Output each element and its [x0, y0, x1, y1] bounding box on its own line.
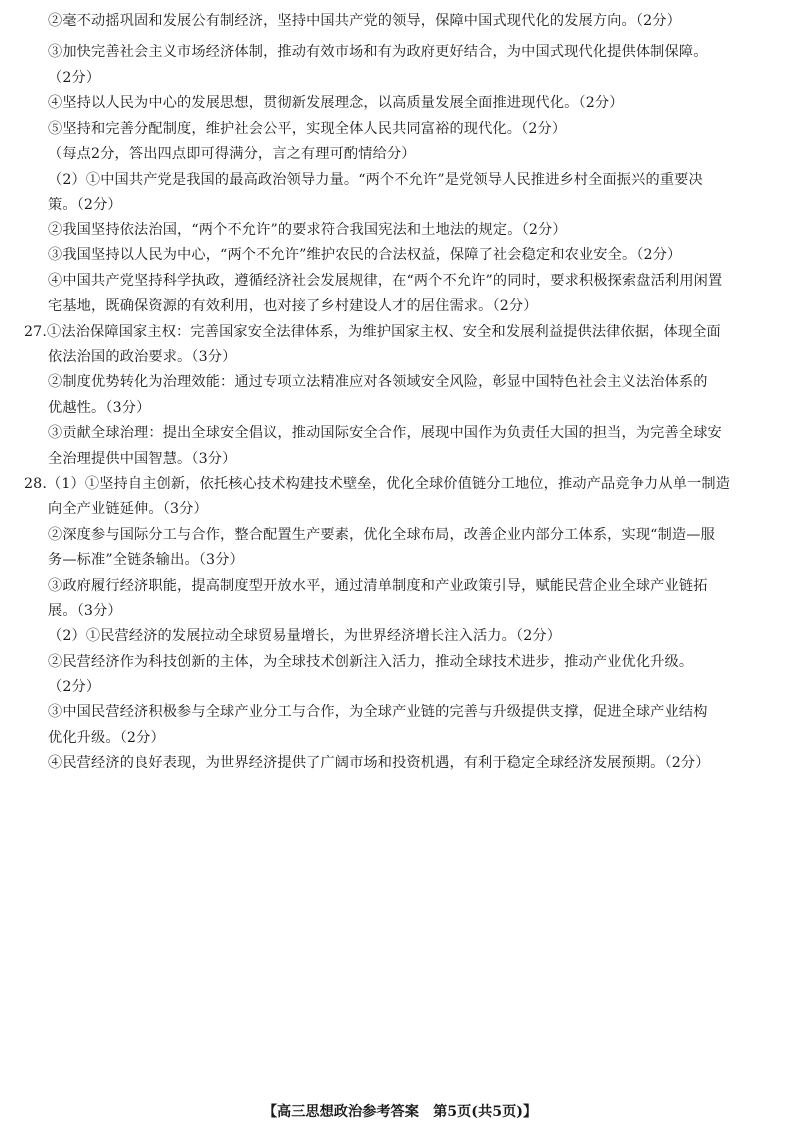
text-line: ③加快完善社会主义市场经济体制，推动有效市场和有为政府更好结合，为中国式现代化提供体制保障。	[48, 44, 708, 60]
page-footer: 【高三思想政治参考答案 第5页(共5页)】	[262, 1104, 538, 1120]
text-line: （2分）	[48, 70, 101, 86]
text-line: 优越性。（3分）	[48, 400, 151, 416]
text-line: ②制度优势转化为治理效能：通过专项立法精准应对各领域安全风险，彰显中国特色社会主义法治体系的	[48, 374, 708, 390]
text-line: （每点2分，答出四点即可得满分，言之有理可酌情给分）	[48, 146, 416, 162]
text-line: （2）①民营经济的发展拉动全球贸易量增长，为世界经济增长注入活力。（2分）	[48, 628, 562, 644]
text-line: ④中国共产党坚持科学执政，遵循经济社会发展规律，在“两个不允许”的同时，要求积极探索盘活利用闲置	[48, 273, 723, 289]
text-line: 28.（1）①坚持自主创新，依托核心技术构建技术壁垒，优化全球价值链分工地位，推动产品竞争力从单一制造	[24, 476, 731, 492]
text-line: ③政府履行经济职能，提高制度型开放水平，通过清单制度和产业政策引导，赋能民营企业全球产业链拓	[48, 578, 708, 594]
text-line: 展。（3分）	[48, 603, 122, 619]
text-line: ②民营经济作为科技创新的主体，为全球技术创新注入活力，推动全球技术进步，推动产业优化升级。	[48, 654, 694, 670]
text-line: 宅基地，既确保资源的有效利用，也对接了乡村建设人才的居住需求。（2分）	[48, 298, 538, 314]
text-line: 向全产业链延伸。（3分）	[48, 501, 208, 517]
text-line: ③我国坚持以人民为中心，“两个不允许”维护农民的合法权益，保障了社会稳定和农业安全。（2分）	[48, 247, 682, 263]
text-line: ②毫不动摇巩固和发展公有制经济，坚持中国共产党的领导，保障中国式现代化的发展方向。（2分）	[48, 13, 681, 29]
text-line: ④坚持以人民为中心的发展思想，贯彻新发展理念，以高质量发展全面推进现代化。（2分）	[48, 95, 624, 111]
text-line: ③贡献全球治理：提出全球安全倡议，推动国际安全合作，展现中国作为负责任大国的担当，为完善全球安	[48, 425, 722, 441]
text-line: 依法治国的政治要求。（3分）	[48, 349, 237, 365]
text-line: 策。（2分）	[48, 197, 122, 213]
text-line: （2分）	[48, 679, 101, 695]
text-line: ②我国坚持依法治国，“两个不允许”的要求符合我国宪法和土地法的规定。（2分）	[48, 222, 567, 238]
text-line: 务—标准”全链条输出。（3分）	[48, 552, 244, 568]
text-line: ②深度参与国际分工与合作，整合配置生产要素，优化全球布局，改善企业内部分工体系，实现“制造—服	[48, 527, 715, 543]
text-line: 27.①法治保障国家主权：完善国家安全法律体系，为维护国家主权、安全和发展利益提供法律依据，体现全面	[24, 324, 721, 340]
text-line: 优化升级。（2分）	[48, 730, 165, 746]
text-line: ④民营经济的良好表现，为世界经济提供了广阔市场和投资机遇，有利于稳定全球经济发展预期。（2分）	[48, 755, 710, 771]
text-line: ③中国民营经济积极参与全球产业分工与合作，为全球产业链的完善与升级提供支撑，促进全球产业结构	[48, 704, 708, 720]
text-line: （2）①中国共产党是我国的最高政治领导力量。“两个不允许”是党领导人民推进乡村全面振兴的重要决	[48, 172, 703, 188]
text-line: ⑤坚持和完善分配制度，维护社会公平，实现全体人民共同富裕的现代化。（2分）	[48, 121, 567, 137]
text-line: 全治理提供中国智慧。（3分）	[48, 451, 237, 467]
